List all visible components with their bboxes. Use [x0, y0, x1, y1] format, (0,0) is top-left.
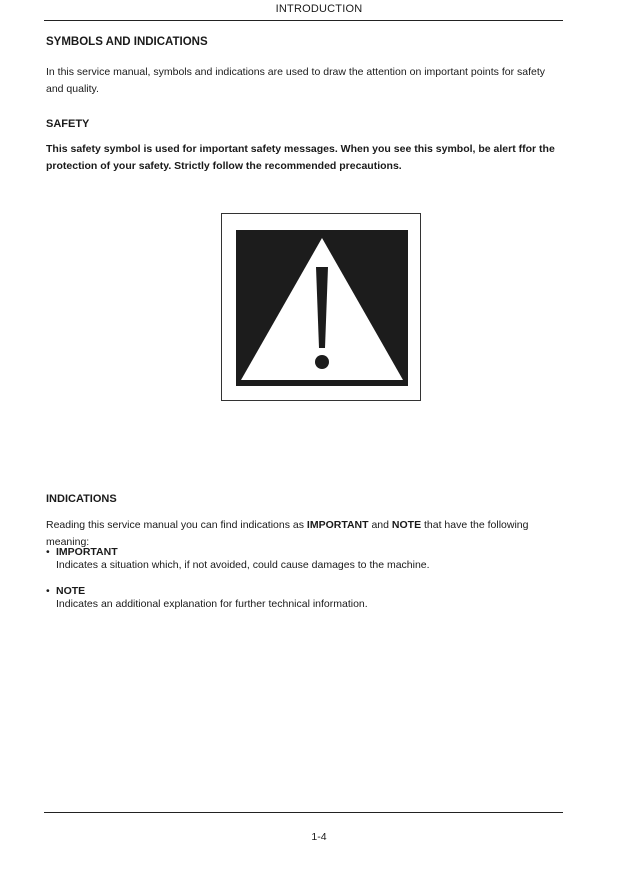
- section-title: SYMBOLS AND INDICATIONS: [46, 36, 208, 48]
- item-label: NOTE: [56, 585, 86, 597]
- safety-heading: SAFETY: [46, 118, 90, 130]
- bullet: •: [46, 585, 50, 597]
- indications-text-and: and: [368, 519, 392, 531]
- intro-paragraph: In this service manual, symbols and indications are used to draw the attention on important points for safety and quality.: [46, 66, 546, 95]
- important-keyword: IMPORTANT: [306, 519, 369, 531]
- note-keyword: NOTE: [391, 519, 422, 531]
- bullet: •: [46, 546, 50, 558]
- item-description: Indicates an additional explanation for further technical information.: [56, 598, 368, 610]
- safety-symbol-frame: [221, 213, 421, 401]
- indications-text-after: that have the following meaning:: [46, 519, 529, 548]
- item-description: Indicates a situation which, if not avoided, could cause damages to the machine.: [56, 559, 430, 571]
- page-number: 1-4: [311, 831, 327, 843]
- safety-paragraph: This safety symbol is used for important safety messages. When you see this symbol, be alert ffor the protection of your safety. Strictly follow the recommended precautions.: [46, 143, 555, 172]
- item-label: IMPORTANT: [56, 546, 118, 558]
- list-item-note: [46, 585, 564, 611]
- warning-triangle-icon: [236, 230, 408, 386]
- header-divider: [44, 20, 563, 21]
- indications-heading: INDICATIONS: [46, 493, 117, 505]
- page-header-title: INTRODUCTION: [275, 3, 363, 15]
- list-item-important: [46, 546, 564, 572]
- indications-text-before: Reading this service manual you can find indications as: [46, 519, 307, 531]
- footer-divider: [44, 812, 563, 813]
